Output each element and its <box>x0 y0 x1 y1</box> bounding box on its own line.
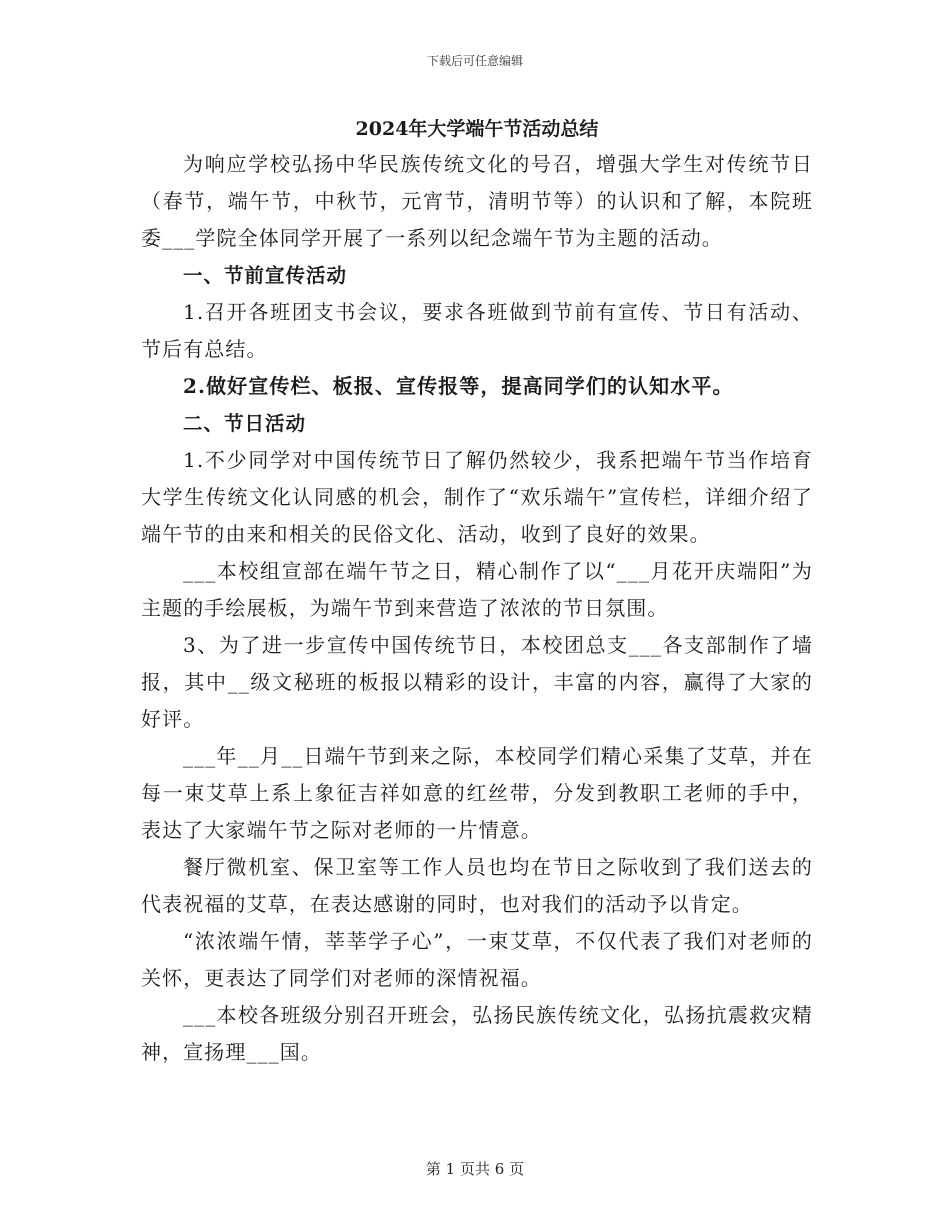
intro-paragraph: 为响应学校弘扬中华民族传统文化的号召，增强大学生对传统节日（春节，端午节，中秋节，元宵节，清明节等）的认识和了解，本院班委___学院全体同学开展了一系列以纪念端午节为主题的活动。 <box>141 152 813 250</box>
page-header: 下载后可任意编辑 <box>426 54 523 68</box>
document-body <box>141 112 813 1071</box>
section-heading-pre-festival: 一、节前宣传活动 <box>183 264 348 287</box>
paragraph-staff: 餐厅微机室、保卫室等工作人员也均在节日之际收到了我们送去的代表祝福的艾草，在表达感谢的同时，也对我们的活动予以肯定。 <box>141 855 813 916</box>
page-footer: 第 1 页共 6 页 <box>425 1160 525 1178</box>
paragraph-class-meeting: ___本校各班级分别召开班会，弘扬民族传统文化，弘扬抗震救灾精神，宣扬理___国。 <box>141 1003 813 1064</box>
paragraph-publicity-bold: 2.做好宣传栏、板报、宣传报等，提高同学们的认知水平。 <box>183 374 734 398</box>
section-heading-festival-activities: 二、节日活动 <box>183 412 307 435</box>
paragraph-wall-newspaper: 3、为了进一步宣传中国传统节日，本校团总支___各支部制作了墙报，其中__级文秘班的板报以精彩的设计，丰富的内容，赢得了大家的好评。 <box>141 633 813 731</box>
document-title: 2024年大学端午节活动总结 <box>355 118 599 140</box>
paragraph-display-board: ___本校组宣部在端午节之日，精心制作了以“___月花开庆端阳”为主题的手绘展板，为端午节到来营造了浓浓的节日氛围。 <box>141 559 813 620</box>
paragraph-blessing: “浓浓端午情，莘莘学子心”，一束艾草，不仅代表了我们对老师的关怀，更表达了同学们对老师的深情祝福。 <box>141 929 813 990</box>
paragraph-mugwort: ___年__月__日端午节到来之际，本校同学们精心采集了艾草，并在每一束艾草上系上象征吉祥如意的红丝带，分发到教职工老师的手中，表达了大家端午节之际对老师的一片情意。 <box>141 744 813 842</box>
paragraph-bulletin-board: 1.不少同学对中国传统节日了解仍然较少，我系把端午节当作培育大学生传统文化认同感的机会，制作了“欢乐端午”宣传栏，详细介绍了端午节的由来和相关的民俗文化、活动，收到了良好的效果。 <box>141 448 813 546</box>
paragraph-meeting: 1.召开各班团支书会议，要求各班做到节前有宣传、节日有活动、节后有总结。 <box>141 300 813 361</box>
